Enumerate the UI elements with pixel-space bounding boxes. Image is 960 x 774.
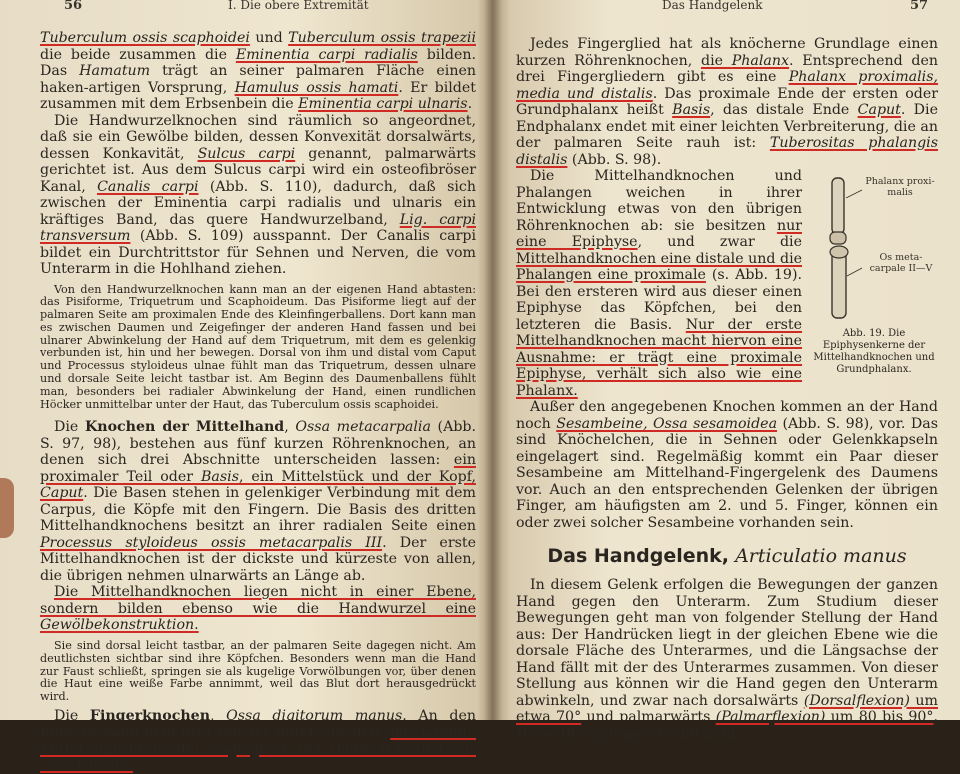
underlined-text: Basis <box>672 102 711 118</box>
underlined-text: die <box>701 52 732 69</box>
paragraph-phalanges <box>516 36 938 168</box>
section-heading <box>516 545 938 567</box>
underlined-text: Lig. carpi transversum <box>40 211 476 244</box>
underlined-text: (Dorsalflexion) <box>803 692 910 709</box>
text-run: genannt, palmarwärts gerichtet ist. Aus dem Sulcus carpi wird ein osteofibröser Kanal, <box>40 145 476 195</box>
underlined-text: . <box>194 617 199 634</box>
note-palpable-carpals: Von den Handwurzelknochen kann man an der eigenen Hand abtasten: das Pisiforme, Triquetrum und Scaphoideum. Das Pisiforme liegt auf der palmaren Seite am proximalen Ende des Kleinfingerballens. Dort kann man es zwischen Daumen und Zeigefinger der anderen Hand fassen und bei ulnarer Abwinkelung der Hand auf dem Triquetrum, mit dem es gelenkig verbunden ist, hin und her bewegen. Dorsal von ihm und distal vom Caput und Processus styloideus ulnae fühlt man das Triquetrum, dessen ulnare und dorsale Seite leicht tastbar ist. Am Beginn des Daumenballens fühlt man, besonders bei radialer Abwinkelung der Hand, einen rundlichen Höcker unmittelbar unter der Haut, das Tuberculum ossis scaphoidei. <box>40 282 476 411</box>
text-run: Die Mittelhandknochen und Phalangen weichen in ihrer Entwicklung etwas von den übrigen Röhrenknochen ab: sie besitzen <box>516 168 802 234</box>
underlined-text: Die Mittelhandknochen liegen nicht in einer Ebene, sondern bilden ebenso wie die Handwurzel eine <box>40 584 476 617</box>
text-run: . <box>467 96 473 112</box>
text-run: , <box>284 419 296 436</box>
left-text-column <box>40 30 476 774</box>
right-page <box>492 0 960 742</box>
text-run: Jedes Fingerglied hat als knöcherne Grundlage einen kurzen Röhrenknochen, <box>516 36 938 69</box>
text-run: . An den Fingern kann man drei Glieder unterscheiden: <box>40 707 476 741</box>
underlined-text: Caput <box>857 102 901 118</box>
underlined-text: Eminentia carpi ulnaris <box>298 96 468 112</box>
underlined-text: Phalanx <box>731 52 790 69</box>
underlined-text: Gewölbekonstruktion <box>40 617 195 634</box>
text-run: (Abb. S. 109) ausspannt. Der Canalis carpi bildet ein Durchtrittstor für Sehnen und Nerven, die vom Unterarm in die Hohlhand ziehen. <box>40 228 476 277</box>
text-run: . Entsprechend den drei Fingergliedern gibt es eine <box>516 52 938 85</box>
underlined-text: (Palmarflexion) <box>715 709 826 725</box>
text-run: . Die Endphalanx endet mit einer leichten Verbreiterung, die an der palmaren Seite rauh ist: <box>516 102 938 151</box>
underlined-text: Tuberculum ossis scaphoidei <box>40 30 250 46</box>
underlined-text: ein proximaler Teil oder <box>40 452 476 485</box>
underlined-text: Tuberculum ossis trapezii <box>288 30 476 46</box>
underlined-text: Nur der erste Mittelhandknochen macht hiervon eine Ausnahme: er trägt eine proximale Epiphyse, verhält sich also wie eine Phalanx. <box>516 316 803 399</box>
underlined-text: Basis <box>201 468 239 485</box>
paragraph-finger-bones <box>40 708 476 774</box>
text-run: (Abb. S. 98). <box>567 151 662 168</box>
text-run: Ossa digitorum manus <box>226 707 403 724</box>
text-run: In diesem Gelenk erfolgen die Bewegungen der ganzen Hand gegen den Unterarm. Zum Studium dieser Bewegungen geht man von folgender Stellung der Hand aus: Der Handrücken liegt in der gleichen Ebene wie die dorsale Fläche des Unterarmes, und die Längsachse der Hand fällt mit der des Unterarmes zusammen. Von dieser Stellung aus können wir die Hand gegen den Unterarm abwinkeln, und zwar nach dorsalwärts <box>516 577 938 709</box>
right-page-number: 57 <box>910 0 929 13</box>
figure-label-phalanx: Phalanx proxi-malis <box>865 176 935 198</box>
text-run: (Abb. S. 110), dadurch, daß sich zwischen der Eminentia carpi radialis und ulnaris ein kräftiges Band, das quere Handwurzelband, <box>40 178 476 228</box>
figure-19 <box>810 176 938 391</box>
text-run: und palmarwärts <box>581 709 716 725</box>
text-run: trägt an seiner palmaren Fläche einen haken-artigen Vorsprung, <box>40 63 477 96</box>
underlined-text: Sesambeine, Ossa sesamoidea <box>556 415 778 432</box>
text-run: Außer den angegebenen Knochen kommen an der Hand noch <box>516 399 938 432</box>
text-run: bilden. Das <box>40 46 476 79</box>
right-running-header: Das Handgelenk <box>662 0 763 12</box>
underlined-text: Sulcus carpi <box>197 145 296 162</box>
paragraph-metacarpals <box>40 419 476 584</box>
underlined-text: Caput <box>40 485 84 502</box>
section-heading-title: Das Handgelenk, <box>547 545 730 567</box>
text-run: , <box>210 707 227 724</box>
underlined-text: das Grund-, Mittel- und End- oder Nagelglied. Der Daumen besitzt nur zwei Glieder. <box>40 724 476 774</box>
text-run: Die <box>54 419 85 436</box>
text-run: , das distale Ende <box>710 102 858 118</box>
text-run: die beide zusammen die <box>40 46 236 63</box>
right-text-column <box>516 36 938 742</box>
figure-caption: Abb. 19. Die Epiphysenkerne der Mittelhandknochen und Grundphalanx. <box>813 328 935 375</box>
text-run: und <box>249 30 289 46</box>
text-run: Die <box>54 707 90 724</box>
underlined-text: Canalis carpi <box>97 178 199 195</box>
underlined-text: Phalanx proximalis, media und distalis <box>516 69 939 102</box>
paragraph-wrist-joint <box>516 577 938 742</box>
underlined-text: Mittelhandknochen eine distale und die Phalangen eine proximale <box>516 250 802 283</box>
paragraph-carpal-eminences <box>40 30 476 113</box>
reader-thumb <box>0 478 14 538</box>
underlined-text: um 80 bis 90° <box>825 709 934 725</box>
underlined-text: Processus styloideus ossis metacarpalis III <box>40 534 383 551</box>
note-palpable-metacarpals: Sie sind dorsal leicht tastbar, an der palmaren Seite dagegen nicht. Am deutlichsten sichtbar sind ihre Köpfchen. Besonders wenn man die Hand zur Faust schließt, springen sie als kugelige Vorwölbungen vor, über denen die Haut eine weiße Farbe annimmt, weil das Blut dort herausgedrückt wird. <box>40 638 476 704</box>
text-run: , und zwar die <box>637 234 802 250</box>
paragraph-sesamoids <box>516 399 938 531</box>
text-run: Fingerknochen <box>89 707 211 724</box>
text-run: (Abb. S. 98), vor. Das sind Knöchelchen, die in Sehnen oder Gelenkkapseln eingelagert sind. Regelmäßig kommt ein Paar dieser Sesambeine am Mittelhand-Fingergelenk des Daumens vor. Auch an den entsprechenden Gelenken der übrigen Finger, am häufigsten am 2. und 5. Finger, können ein oder zwei solcher Sesambeine vorhanden sein. <box>516 415 938 531</box>
underlined-text: , ein Mittelstück und der Kopf, <box>238 468 476 485</box>
underlined-text: um etwa 70° <box>516 692 938 725</box>
text-run: (Abb. S. 97, 98), bestehen aus fünf kurzen Röhrenknochen, an denen sich drei Abschnitte unterscheiden lassen: <box>40 419 476 469</box>
underlined-text: Hamulus ossis hamati <box>234 79 399 96</box>
paragraph-metacarpal-arch <box>40 584 476 634</box>
figure-label-metacarpale: Os meta-carpale II—V <box>869 252 933 274</box>
text-run: . Diese Bewegungen nennt man <box>516 709 939 742</box>
text-run: Die Handwurzelknochen sind räumlich so angeordnet, daß sie ein Gewölbe bilden, dessen Konvexität dorsalwärts, dessen Konkavität, <box>40 112 476 162</box>
underlined-text: Eminentia carpi radialis <box>235 46 418 63</box>
text-run: Hamatum <box>79 63 151 79</box>
text-run: Knochen der Mittelhand <box>84 419 285 436</box>
section-heading-subtitle: Articulatio manus <box>735 545 907 567</box>
text-run: . Der erste Mittelhandknochen ist der dickste und kürzeste von allen, die übrigen nehmen ulnarwärts an Länge ab. <box>40 534 476 584</box>
book-gutter <box>484 0 502 720</box>
text-run: Ossa metacarpalia <box>295 419 431 436</box>
text-run: . Er bildet zusammen mit dem Erbsenbein die <box>40 79 476 112</box>
paragraph-carpal-arch <box>40 113 476 278</box>
text-run: (s. Abb. 19). Bei den ersteren wird aus dieser einen Epiphyse das Köpfchen, bei den letzteren die Basis. <box>516 267 802 333</box>
underlined-text: Tuberositas phalangis distalis <box>516 135 938 168</box>
text-run: . Das proximale Ende der ersten oder Grundphalanx heißt <box>516 85 938 118</box>
figure-19-bones-drawing <box>814 176 874 326</box>
left-running-header: I. Die obere Extremität <box>228 0 369 12</box>
left-page-number: 56 <box>64 0 83 13</box>
underlined-text: nur eine Epiphyse <box>516 217 802 250</box>
text-run: . Die Basen stehen in gelenkiger Verbindung mit dem Carpus, die Köpfe mit den Fingern. Die Basis des dritten Mittelhandknochens besitzt an ihrer radialen Seite einen <box>40 485 476 535</box>
